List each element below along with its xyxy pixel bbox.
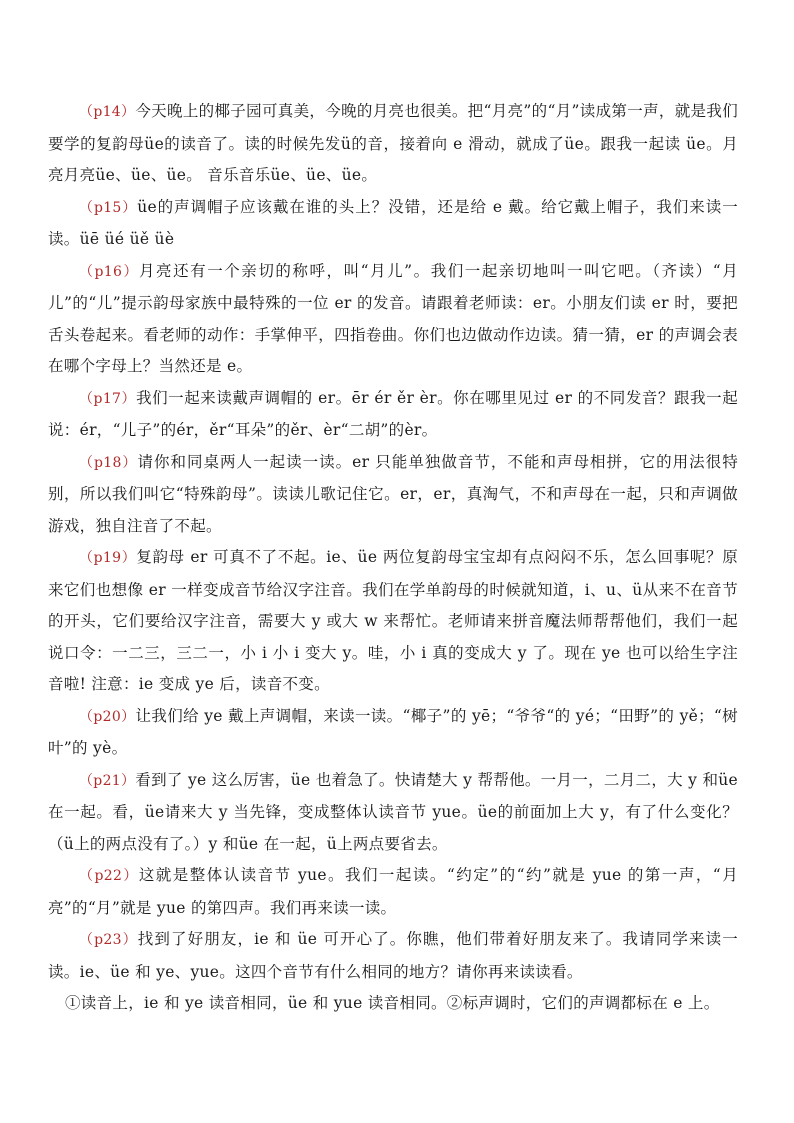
- slide-tag: （p16）: [79, 263, 140, 280]
- paragraph-p18: [48, 447, 738, 543]
- closing-summary: ①读音上，ie 和 ye 读音相同，üe 和 yue 读音相同。②标声调时，它们的声调都标在 e 上。: [65, 994, 720, 1012]
- slide-tag: （p15）: [79, 199, 138, 216]
- slide-tag: （p20）: [79, 708, 136, 725]
- paragraph-text: 复韵母 er 可真不了不起。ie、üe 两位复韵母宝宝却有点闷闷不乐，怎么回事呢？原来它们也想像 er 一样变成音节给汉字注音。我们在学单韵母的时候就知道，i、u、ü从来不在音节的开头，它们要给汉字注音，需要大 y 或大 w 来帮忙。老师请来拼音魔法师帮帮他们，我们一起说口令：一二三，三二一，小 i 小 i 变大 y。哇，小 i 真的变成大 y 了。现在 ye 也可以给生字注音啦! 注意：ie 变成 ye 后，读音不变。: [48, 548, 738, 693]
- slide-tag: （p14）: [79, 104, 136, 120]
- paragraph-p20: [48, 701, 738, 765]
- paragraph-p17: [48, 383, 738, 447]
- paragraph-text: 月亮还有一个亲切的称呼，叫“月儿”。我们一起亲切地叫一叫它吧。（齐读）“月儿”的“儿”提示韵母家族中最特殊的一位 er 的发音。请跟着老师读：er。小朋友们读 er 时，要把舌头卷起来。看老师的动作：手掌伸平，四指卷曲。你们也边做动作边读。猜一猜，er 的声调会表在哪个字母上？当然还是 e。: [48, 261, 738, 375]
- slide-tag: （p23）: [79, 932, 138, 948]
- lesson-script: [48, 96, 738, 1020]
- paragraph-p14: [48, 96, 738, 192]
- paragraph-p21: [48, 765, 738, 861]
- paragraph-p22: [48, 860, 738, 924]
- paragraph-text: 看到了 ye 这么厉害，üe 也着急了。快请楚大 y 帮帮他。一月一，二月二，大 y 和üe 在一起。看，üe请来大 y 当先锋，变成整体认读音节 yue。üe的前面加上大 y，有了什么变化？（ü上的两点没有了。）y 和üe 在一起，ü上两点要省去。: [48, 770, 739, 853]
- slide-tag: （p18）: [79, 454, 138, 471]
- paragraph-p19: [48, 542, 738, 701]
- slide-tag: （p21）: [79, 772, 136, 789]
- paragraph-p23: [48, 924, 738, 988]
- paragraph-text: 让我们给 ye 戴上声调帽，来读一读。“椰子”的 yē；“爷爷“的 yé；“田野”的 yě；“树叶”的 yè。: [48, 706, 738, 757]
- paragraph-text: üe的声调帽子应该戴在谁的头上？没错，还是给 e 戴。给它戴上帽子，我们来读一读。üē üé üě üè: [48, 197, 738, 248]
- slide-tag: （p17）: [79, 390, 137, 407]
- paragraph-text: 今天晚上的椰子园可真美，今晚的月亮也很美。把“月亮”的“月”读成第一声，就是我们要学的复韵母üe的读音了。读的时候先发ü的音，接着向 e 滑动，就成了üe。跟我一起读 üe。月亮月亮üe、üe、üe。 音乐音乐üe、üe、üe。: [48, 102, 739, 184]
- slide-tag: （p22）: [79, 868, 139, 884]
- slide-tag: （p19）: [79, 550, 137, 566]
- paragraph-text: 这就是整体认读音节 yue。我们一起读。“约定”的“约”就是 yue 的第一声，“月亮”的“月”就是 yue 的第四声。我们再来读一读。: [48, 866, 739, 917]
- paragraph-p16: [48, 256, 738, 383]
- paragraph-text: 请你和同桌两人一起读一读。er 只能单独做音节，不能和声母相拼，它的用法很特别，所以我们叫它“特殊韵母”。读读儿歌记住它。er，er，真淘气，不和声母在一起，只和声调做游戏，独自注音了不起。: [48, 452, 738, 535]
- paragraph-text: 找到了好朋友，ie 和 üe 可开心了。你瞧，他们带着好朋友来了。我请同学来读一读。ie、üe 和 ye、yue。这四个音节有什么相同的地方？请你再来读读看。: [48, 930, 739, 981]
- paragraph-text: 我们一起来读戴声调帽的 er。ēr ér ěr èr。你在哪里见过 er 的不同发音？跟我一起说：ér，“儿子”的ér，ěr“耳朵”的ěr、èr“二胡”的èr。: [48, 388, 738, 439]
- paragraph-p15: [48, 192, 738, 256]
